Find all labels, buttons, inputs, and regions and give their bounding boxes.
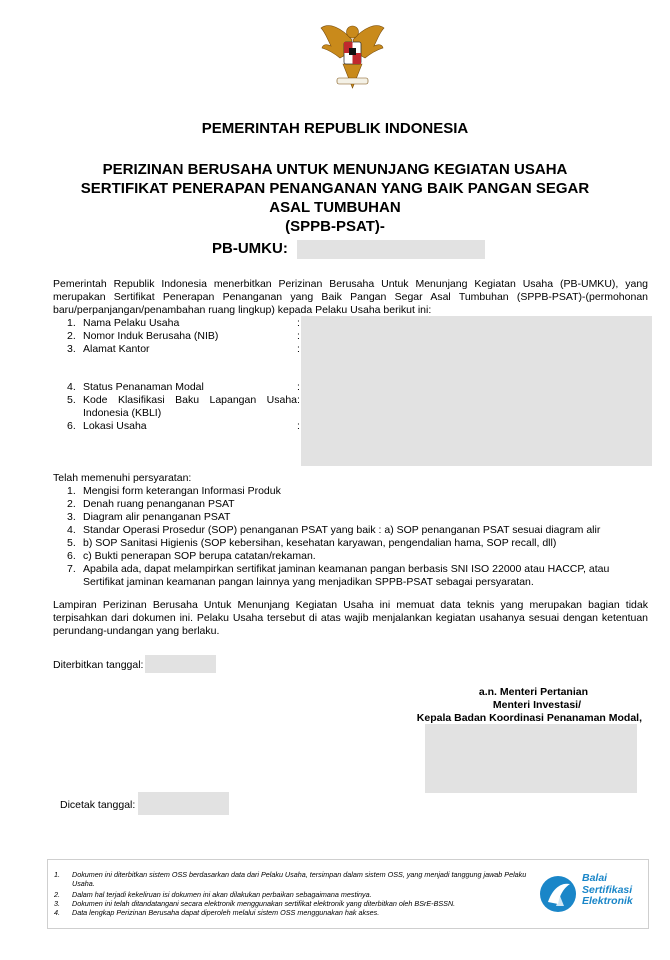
footnote: [54, 870, 544, 888]
requirement-text: Apabila ada, dapat melampirkan sertifikat jaminan keamanan pangan berbasis SNI ISO 22000 atau HACCP, atau Sertifikat jaminan keamanan pangan lainnya yang menjadikan SPPB-PSAT sebagai persyaratan.: [83, 563, 610, 588]
requirement-text: Diagram alir penanganan PSAT: [83, 511, 231, 523]
requirement-text: Denah ruang penanganan PSAT: [83, 498, 235, 510]
bsre-logo-line: Balai: [582, 872, 608, 884]
pb-umku-label: PB-UMKU:: [212, 240, 288, 257]
field-colon: :: [297, 343, 300, 355]
footnote-number: 2.: [54, 890, 60, 899]
field-colon: :: [297, 381, 300, 393]
footnote: [54, 899, 544, 908]
bsre-logo-text: [582, 873, 633, 908]
field-colon: :: [297, 394, 300, 406]
field-colon: :: [297, 317, 300, 329]
pb-umku-number-redacted: [297, 240, 485, 259]
requirement-text: c) Bukti penerapan SOP berupa catatan/rekaman.: [83, 550, 316, 562]
closing-paragraph: Lampiran Perizinan Berusaha Untuk Menunjang Kegiatan Usaha ini memuat data teknis yang merupakan bagian tidak terpisahkan dari dokumen ini. Pelaku Usaha tersebut di atas wajib menjalankan kegiatan usahanya sesuai dengan ketentuan perundang-undangan yang berlaku.: [53, 599, 648, 637]
requirement-number: 6.: [67, 550, 76, 562]
footnote-text: Dokumen ini diterbitkan sistem OSS berdasarkan data dari Pelaku Usaha, tersimpan dalam sistem OSS, yang menjadi tanggung jawab Pelaku Usaha.: [72, 870, 527, 888]
requirement-item: [67, 498, 647, 511]
title-line: ASAL TUMBUHAN: [269, 199, 401, 216]
footnotes-box: [47, 859, 649, 929]
bsre-logo-line: Sertifikasi: [582, 883, 633, 896]
field-label: Kode Klasifikasi Baku Lapangan Usaha Indonesia (KBLI): [83, 394, 297, 419]
requirement-item: [67, 524, 647, 537]
signatory-line: Kepala Badan Koordinasi Penanaman Modal,: [416, 712, 642, 724]
field-number: 3.: [67, 343, 76, 355]
footnote-number: 4.: [54, 908, 60, 917]
requirement-number: 7.: [67, 563, 76, 575]
bsre-logo-icon: [538, 872, 578, 916]
garuda-emblem-icon: [315, 18, 390, 90]
requirement-number: 1.: [67, 485, 76, 497]
title-line: SERTIFIKAT PENERAPAN PENANGANAN YANG BAIK PANGAN SEGAR: [80, 180, 590, 197]
field-row: [67, 381, 204, 394]
field-row: [67, 317, 179, 330]
requirement-number: 2.: [67, 498, 76, 510]
field-colon: :: [297, 330, 300, 342]
title-line: PERIZINAN BERUSAHA UNTUK MENUNJANG KEGIATAN USAHA: [102, 161, 568, 178]
bsre-logo-line: Elektronik: [582, 895, 633, 907]
requirement-text: b) SOP Sanitasi Higienis (SOP kebersihan, kesehatan karyawan, pengendalian hama, SOP recall, dll): [83, 537, 557, 549]
intro-paragraph: Pemerintah Republik Indonesia menerbitkan Perizinan Berusaha Untuk Menunjang Kegiatan Usaha (PB-UMKU), yang merupakan Sertifikat Penerapan Penanganan yang Baik Pangan Segar Asal Tumbuhan (SPPB-PSAT)-(permohonan baru/perpanjangan/penambahan ruang lingkup) kepada Pelaku Usaha berikut ini:: [53, 278, 648, 316]
field-label: Nomor Induk Berusaha (NIB): [83, 330, 219, 342]
footnote-text: Data lengkap Perizinan Berusaha dapat diperoleh melalui sistem OSS menggunakan hak akses.: [72, 908, 380, 917]
requirement-number: 3.: [67, 511, 76, 523]
requirement-number: 5.: [67, 537, 76, 549]
requirement-item: [67, 563, 647, 589]
field-row: [67, 420, 147, 433]
field-label: Lokasi Usaha: [83, 420, 147, 432]
field-colon: :: [297, 420, 300, 432]
issued-date-redacted: [145, 655, 216, 673]
requirement-item: [67, 550, 647, 563]
document-title: [0, 160, 670, 236]
field-number: 2.: [67, 330, 76, 342]
requirement-item: [67, 511, 647, 524]
government-title: PEMERINTAH REPUBLIK INDONESIA: [201, 120, 469, 137]
requirement-text: Mengisi form keterangan Informasi Produk: [83, 485, 281, 497]
signatory-line: a.n. Menteri Pertanian: [478, 686, 588, 698]
footnote-number: 3.: [54, 899, 60, 908]
signatory-line: Menteri Investasi/: [492, 699, 581, 711]
requirement-number: 4.: [67, 524, 76, 536]
requirement-item: [67, 537, 647, 550]
business-data-redacted: [301, 316, 652, 466]
requirement-item: [67, 485, 647, 498]
requirements-intro: Telah memenuhi persyaratan:: [53, 472, 192, 484]
field-label: Status Penanaman Modal: [83, 381, 204, 393]
issued-date-label: Diterbitkan tanggal:: [53, 659, 144, 671]
title-line: (SPPB-PSAT)-: [285, 218, 385, 235]
field-number: 1.: [67, 317, 76, 329]
field-row: [67, 330, 218, 343]
footnote-text: Dokumen ini telah ditandatangani secara elektronik menggunakan sertifikat elektronik yang diterbitkan oleh BSrE-BSSN.: [72, 899, 456, 908]
requirement-text: Standar Operasi Prosedur (SOP) penanganan PSAT yang baik : a) SOP penanganan PSAT sesuai diagram alir: [83, 524, 601, 536]
signature-redacted: [425, 724, 637, 793]
field-label: Alamat Kantor: [83, 343, 150, 355]
printed-date-redacted: [138, 792, 229, 815]
footnote: [54, 890, 544, 899]
field-number: 4.: [67, 381, 76, 393]
footnote-text: Dalam hal terjadi kekeliruan isi dokumen ini akan dilakukan perbaikan sebagaimana mestinya.: [72, 890, 372, 899]
printed-date-label: Dicetak tanggal:: [60, 799, 136, 811]
field-number: 6.: [67, 420, 76, 432]
field-row: [67, 343, 150, 356]
footnote-number: 1.: [54, 870, 60, 879]
field-row: [67, 394, 297, 420]
field-label: Nama Pelaku Usaha: [83, 317, 180, 329]
footnote: [54, 908, 544, 917]
field-number: 5.: [67, 394, 76, 406]
